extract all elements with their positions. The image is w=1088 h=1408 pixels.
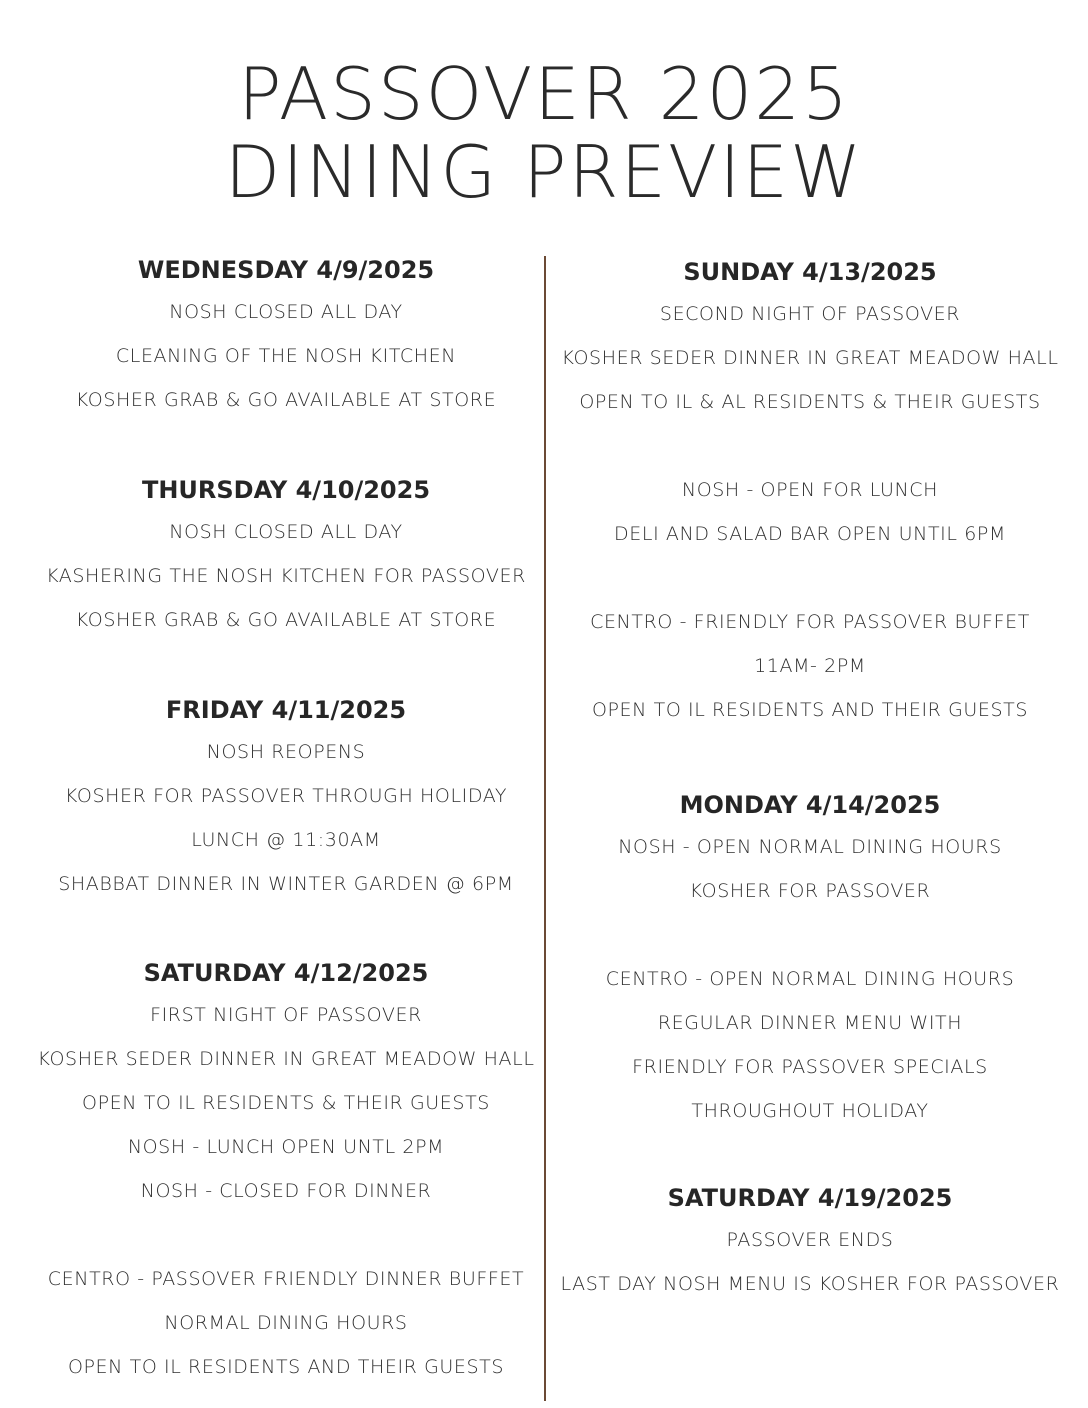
day-heading: SATURDAY 4/19/2025 [667,1184,953,1212]
day-line: OPEN TO IL RESIDENTS AND THEIR GUESTS [591,699,1029,721]
day-heading: MONDAY 4/14/2025 [679,791,941,819]
line-spacer [540,913,1080,957]
day-line: NOSH REOPENS [206,741,366,763]
day-line: CENTRO - OPEN NORMAL DINING HOURS [605,968,1015,990]
line-spacer [540,424,1080,468]
day-section-monday [540,785,1080,1133]
day-line: DELI AND SALAD BAR OPEN UNTIL 6PM [614,523,1006,545]
day-line: NOSH CLOSED ALL DAY [169,301,403,323]
day-line: FIRST NIGHT OF PASSOVER [150,1004,422,1026]
line-spacer [16,1213,556,1257]
day-heading: SATURDAY 4/12/2025 [143,959,429,987]
day-line: KOSHER SEDER DINNER IN GREAT MEADOW HALL [37,1048,535,1070]
day-section-thursday [16,470,556,642]
day-line: THROUGHOUT HOLIDAY [691,1100,929,1122]
day-line: KOSHER GRAB & GO AVAILABLE AT STORE [75,609,497,631]
day-heading: FRIDAY 4/11/2025 [165,696,407,724]
day-line: KOSHER FOR PASSOVER THROUGH HOLIDAY [64,785,508,807]
day-line: NOSH - OPEN FOR LUNCH [681,479,939,501]
day-line: OPEN TO IL RESIDENTS & THEIR GUESTS [82,1092,490,1114]
day-line: OPEN TO IL & AL RESIDENTS & THEIR GUESTS [579,391,1041,413]
day-line: LUNCH @ 11:30AM [191,829,381,851]
day-heading: WEDNESDAY 4/9/2025 [137,256,435,284]
day-line: KASHERING THE NOSH KITCHEN FOR PASSOVER [46,565,526,587]
day-heading: SUNDAY 4/13/2025 [683,258,937,286]
day-line: OPEN TO IL RESIDENTS AND THEIR GUESTS [67,1356,505,1378]
day-section-saturday-first-night [16,953,556,1389]
day-line: KOSHER FOR PASSOVER [689,880,931,902]
day-line: CENTRO - FRIENDLY FOR PASSOVER BUFFET [590,611,1030,633]
day-line: CENTRO - PASSOVER FRIENDLY DINNER BUFFET [47,1268,525,1290]
day-line: SECOND NIGHT OF PASSOVER [659,303,961,325]
day-line: PASSOVER ENDS [726,1229,894,1251]
day-section-saturday-passover-ends [540,1178,1080,1306]
day-line: CLEANING OF THE NOSH KITCHEN [115,345,457,367]
day-line: LAST DAY NOSH MENU IS KOSHER FOR PASSOVER [560,1273,1060,1295]
day-section-sunday [540,252,1080,732]
day-line: REGULAR DINNER MENU WITH [657,1012,963,1034]
day-section-friday [16,690,556,906]
day-line: NOSH - CLOSED FOR DINNER [140,1180,432,1202]
day-line: NOSH - OPEN NORMAL DINING HOURS [618,836,1002,858]
day-line: FRIENDLY FOR PASSOVER SPECIALS [632,1056,988,1078]
page-title-line-1: PASSOVER 2025 [238,52,850,136]
day-line: NOSH CLOSED ALL DAY [169,521,403,543]
day-section-wednesday [16,250,556,422]
day-line: KOSHER GRAB & GO AVAILABLE AT STORE [75,389,497,411]
day-line: 11AM- 2PM [754,655,866,677]
line-spacer [540,556,1080,600]
day-line: NORMAL DINING HOURS [164,1312,408,1334]
day-line: KOSHER SEDER DINNER IN GREAT MEADOW HALL [561,347,1059,369]
day-line: NOSH - LUNCH OPEN UNTL 2PM [127,1136,445,1158]
day-line: SHABBAT DINNER IN WINTER GARDEN @ 6PM [58,873,514,895]
day-heading: THURSDAY 4/10/2025 [141,476,431,504]
page-title-line-2: DINING PREVIEW [224,130,864,214]
